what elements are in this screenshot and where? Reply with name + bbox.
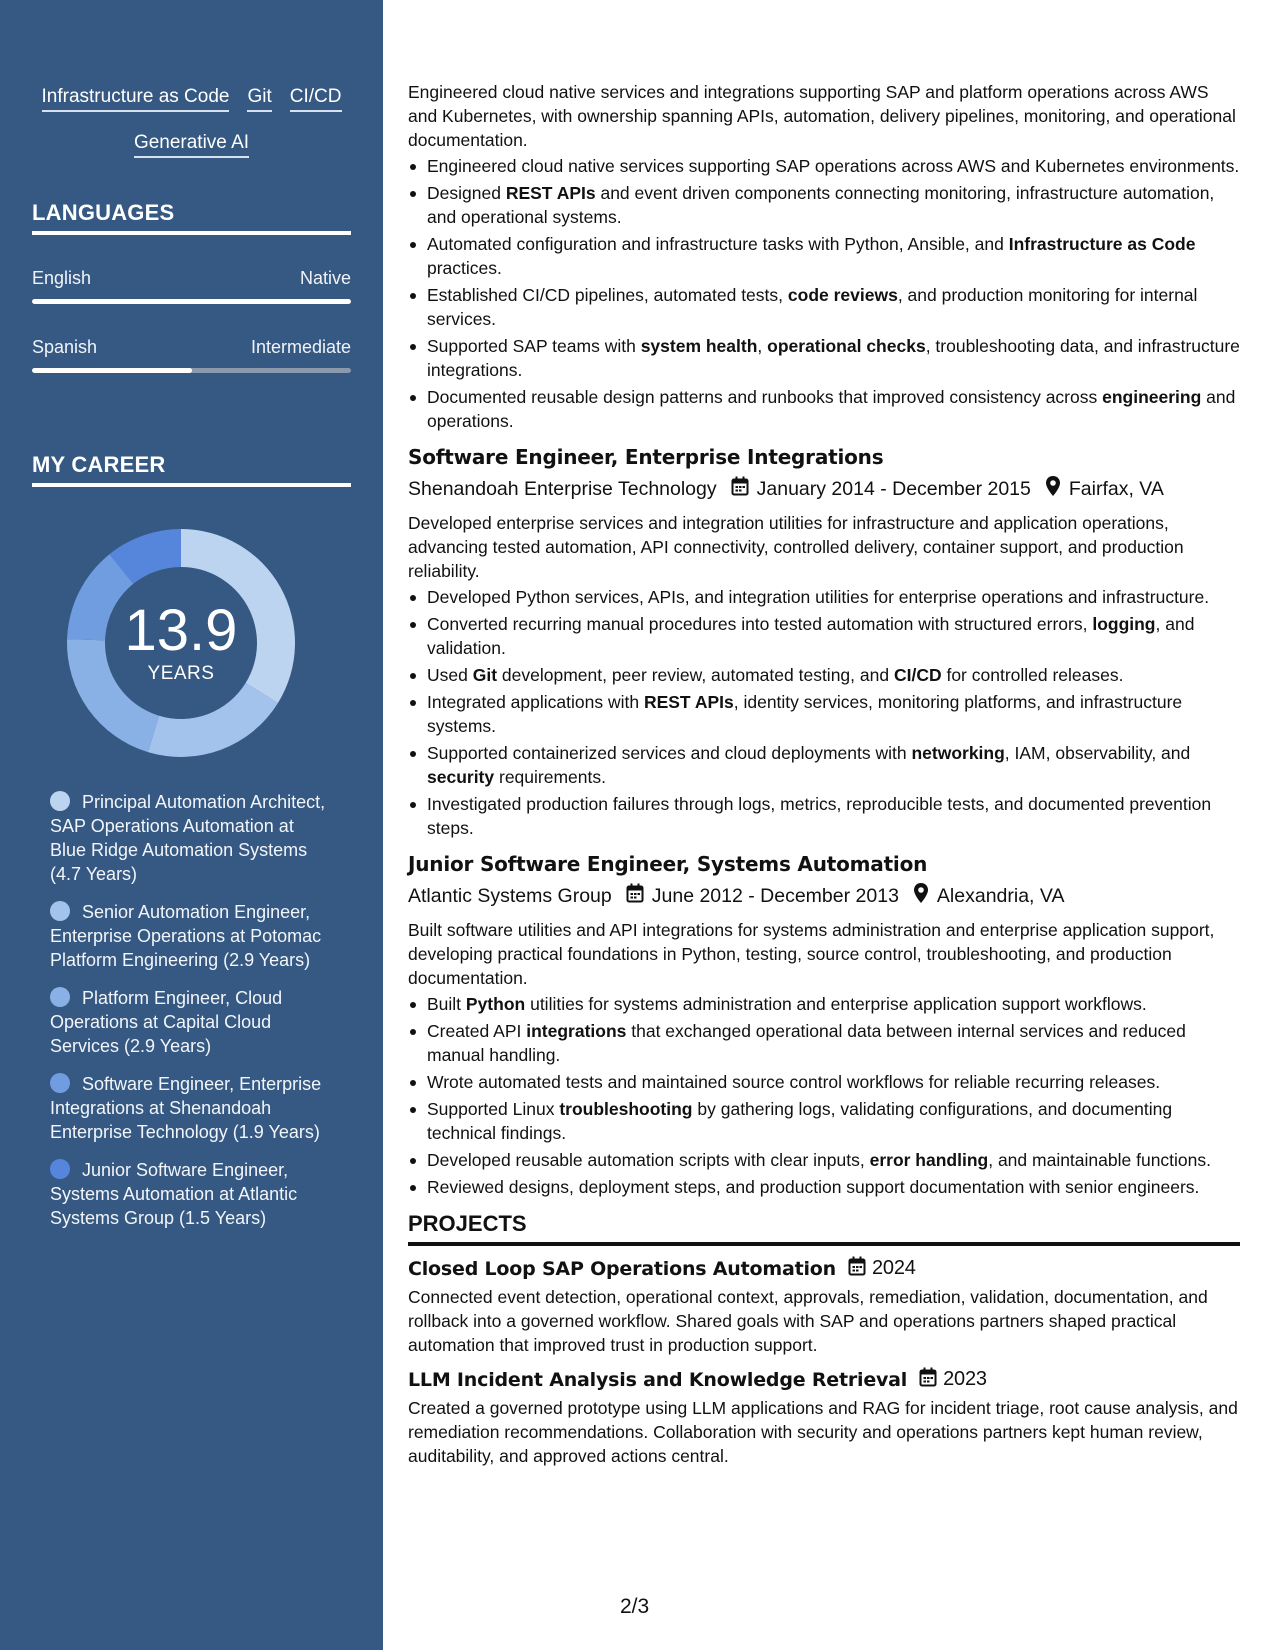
role-bullets — [408, 154, 1240, 433]
career-legend-text: Platform Engineer, Cloud Operations at Capital Cloud Services (2.9 Years) — [50, 988, 283, 1056]
career-legend-text: Software Engineer, Enterprise Integrations at Shenandoah Enterprise Technology (1.9 Years) — [50, 1074, 322, 1142]
legend-dot-icon — [50, 791, 70, 811]
career-legend-item — [50, 986, 330, 1058]
job-meta — [408, 475, 1240, 503]
language-name: Spanish — [32, 337, 98, 357]
bullet-item: Investigated production failures through logs, metrics, reproducible tests, and documented prevention steps. — [408, 792, 1240, 840]
calendar-icon — [919, 1367, 937, 1392]
bullet-item: Wrote automated tests and maintained source control workflows for reliable recurring releases. — [408, 1070, 1240, 1094]
project-description: Created a governed prototype using LLM applications and RAG for incident triage, root cause analysis, and remediation recommendations. Collaboration with security and operations partners kept human review, auditability, and approved actions central. — [408, 1398, 1238, 1466]
bullet-item: Created API integrations that exchanged operational data between internal services and reduced manual handling. — [408, 1019, 1240, 1067]
calendar-icon — [731, 476, 749, 502]
skill-tag[interactable]: CI/CD — [290, 86, 342, 112]
project-entry — [408, 1367, 1240, 1468]
legend-dot-icon — [50, 987, 70, 1007]
language-row — [32, 268, 351, 289]
languages-heading: LANGUAGES — [32, 200, 351, 235]
job-entry — [408, 852, 1240, 1199]
career-legend-text: Junior Software Engineer, Systems Automation at Atlantic Systems Group (1.5 Years) — [50, 1160, 298, 1228]
page-number: 2/3 — [620, 1595, 650, 1618]
language-proficiency-fill — [32, 368, 192, 373]
project-description: Connected event detection, operational context, approvals, remediation, validation, documentation, and rollback into a governed workflow. Shared goals with SAP and operations partners shaped practical automation that improved trust in production support. — [408, 1287, 1208, 1355]
bullet-item: Documented reusable design patterns and runbooks that improved consistency across engineering and operations. — [408, 385, 1240, 433]
career-total-unit: YEARS — [147, 663, 215, 684]
project-title-row — [408, 1256, 1240, 1281]
job-bullets — [408, 992, 1240, 1199]
company-name: Shenandoah Enterprise Technology — [408, 477, 717, 500]
language-proficiency-bar — [32, 299, 351, 304]
language-row — [32, 337, 351, 358]
project-title: LLM Incident Analysis and Knowledge Retrieval — [408, 1368, 908, 1391]
company-name: Atlantic Systems Group — [408, 884, 612, 907]
legend-dot-icon — [50, 901, 70, 921]
bullet-item: Built Python utilities for systems administration and enterprise application support workflows. — [408, 992, 1240, 1016]
job-location: Fairfax, VA — [1068, 477, 1164, 500]
bullet-item: Designed REST APIs and event driven components connecting monitoring, infrastructure automation, and operational systems. — [408, 181, 1240, 229]
sidebar — [0, 0, 383, 1650]
job-location: Alexandria, VA — [936, 884, 1065, 907]
skill-tag[interactable]: Git — [247, 86, 271, 112]
career-donut-segment — [181, 529, 295, 703]
calendar-icon — [848, 1256, 866, 1281]
career-legend-item — [50, 1158, 330, 1230]
career-total-years: 13.9 — [124, 598, 238, 663]
language-name: English — [32, 268, 92, 288]
bullet-item: Engineered cloud native services supporting SAP operations across AWS and Kubernetes environments. — [408, 154, 1240, 178]
language-proficiency-fill — [32, 299, 351, 304]
job-summary: Developed enterprise services and integration utilities for infrastructure and application operations, advancing tested automation, API connectivity, controlled delivery, container support, and production reliability. — [408, 513, 1184, 581]
job-meta — [408, 882, 1240, 910]
career-legend-text: Principal Automation Architect, SAP Operations Automation at Blue Ridge Automation Systems (4.7 Years) — [50, 792, 326, 884]
bullet-item: Supported Linux troubleshooting by gathering logs, validating configurations, and documenting technical findings. — [408, 1097, 1240, 1145]
career-legend-text: Senior Automation Engineer, Enterprise Operations at Potomac Platform Engineering (2.9 Years) — [50, 902, 322, 970]
job-title: Junior Software Engineer, Systems Automation — [408, 852, 928, 876]
bullet-item: Converted recurring manual procedures into tested automation with structured errors, logging, and validation. — [408, 612, 1240, 660]
bullet-item: Automated configuration and infrastructure tasks with Python, Ansible, and Infrastructure as Code practices. — [408, 232, 1240, 280]
career-legend-item — [50, 790, 330, 886]
projects-heading: PROJECTS — [408, 1211, 1240, 1246]
career-legend-item — [50, 1072, 330, 1144]
legend-dot-icon — [50, 1073, 70, 1093]
job-dates: January 2014 - December 2015 — [756, 477, 1031, 500]
bullet-item: Supported containerized services and cloud deployments with networking, IAM, observability, and security requirements. — [408, 741, 1240, 789]
language-level: Native — [299, 268, 351, 288]
career-legend — [50, 790, 330, 1244]
job-title: Software Engineer, Enterprise Integrations — [408, 445, 884, 469]
job-summary: Built software utilities and API integrations for systems administration and enterprise application support, developing practical foundations in Python, testing, source control, troubleshooting, and production documentation. — [408, 920, 1215, 988]
bullet-item: Used Git development, peer review, automated testing, and CI/CD for controlled releases. — [408, 663, 1240, 687]
career-donut-segment — [67, 639, 159, 752]
job-entry — [408, 445, 1240, 840]
bullet-item: Integrated applications with REST APIs, identity services, monitoring platforms, and infrastructure systems. — [408, 690, 1240, 738]
career-heading: MY CAREER — [32, 452, 351, 487]
career-donut-chart — [61, 523, 301, 763]
project-year: 2023 — [943, 1368, 987, 1390]
bullet-item: Supported SAP teams with system health, operational checks, troubleshooting data, and infrastructure integrations. — [408, 334, 1240, 382]
skill-tag[interactable]: Generative AI — [134, 132, 249, 158]
project-title: Closed Loop SAP Operations Automation — [408, 1257, 836, 1280]
language-level: Intermediate — [250, 337, 351, 357]
legend-dot-icon — [50, 1159, 70, 1179]
career-donut-segment — [148, 683, 278, 757]
job-dates: June 2012 - December 2013 — [651, 884, 899, 907]
project-year: 2024 — [871, 1257, 916, 1279]
project-title-row — [408, 1367, 1240, 1392]
bullet-item: Developed Python services, APIs, and integration utilities for enterprise operations and infrastructure. — [408, 585, 1240, 609]
location-pin-icon — [1045, 475, 1061, 503]
bullet-item: Reviewed designs, deployment steps, and production support documentation with senior engineers. — [408, 1175, 1240, 1199]
skill-tag[interactable]: Infrastructure as Code — [42, 86, 230, 112]
calendar-icon — [626, 883, 644, 909]
experience-block — [408, 80, 1240, 1468]
skills-list — [32, 86, 351, 158]
role-summary: Engineered cloud native services and integrations supporting SAP and platform operations across AWS and Kubernetes, with ownership spanning APIs, automation, delivery pipelines, monitoring, and operational documentation. — [408, 82, 1236, 150]
bullet-item: Developed reusable automation scripts with clear inputs, error handling, and maintainable functions. — [408, 1148, 1240, 1172]
career-legend-item — [50, 900, 330, 972]
job-bullets — [408, 585, 1240, 840]
project-entry — [408, 1256, 1240, 1357]
location-pin-icon — [913, 882, 929, 910]
language-proficiency-bar — [32, 368, 351, 373]
bullet-item: Established CI/CD pipelines, automated tests, code reviews, and production monitoring for internal services. — [408, 283, 1240, 331]
